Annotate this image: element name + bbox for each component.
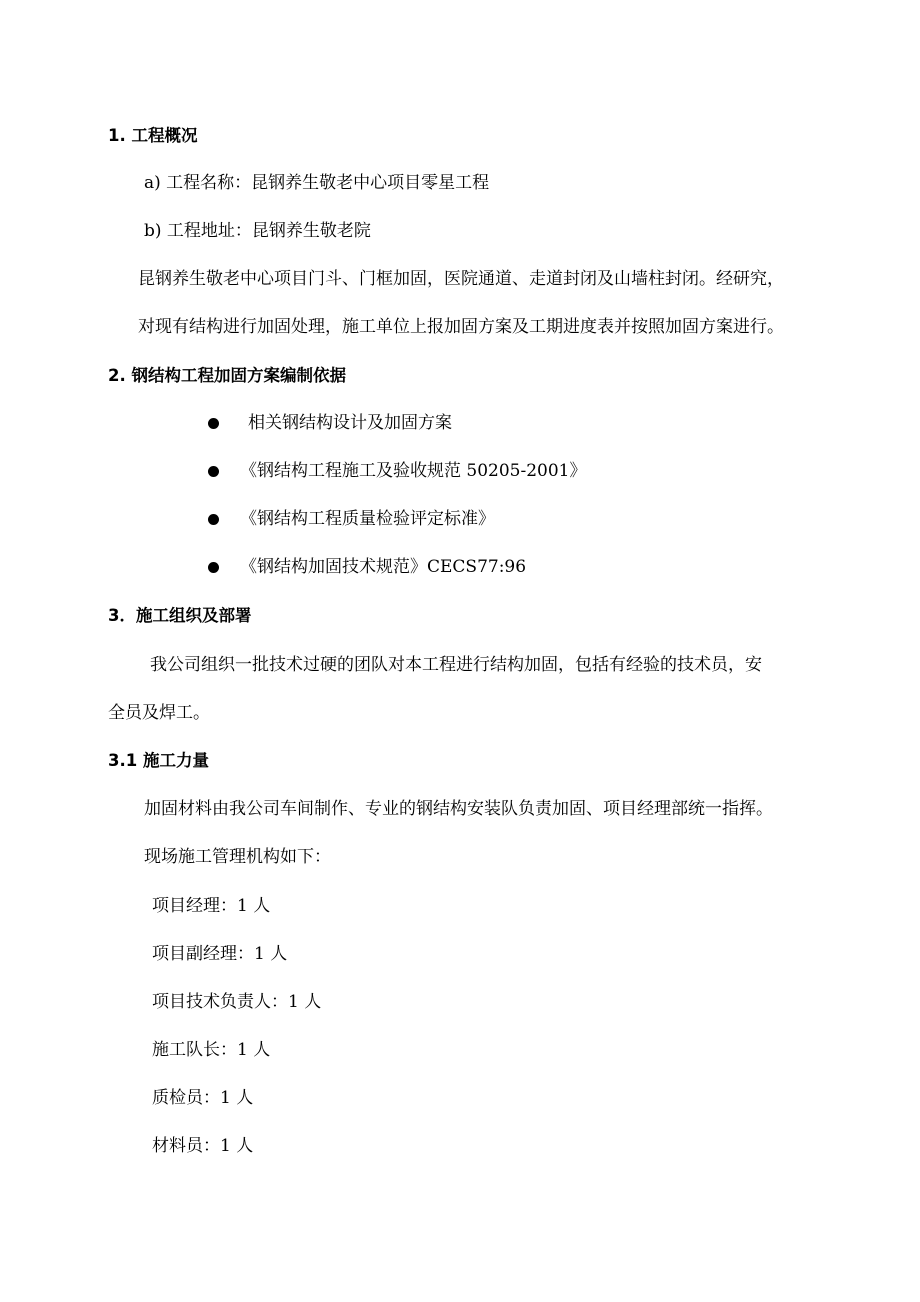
- section-3-1-heading: 3.1 施工力量: [108, 751, 209, 770]
- bullet-dot: [208, 466, 219, 477]
- section-3-paragraph-line-2: 全员及焊工。: [108, 703, 210, 723]
- section-3-1-paragraph: 加固材料由我公司车间制作、专业的钢结构安装队负责加固、项目经理部统一指挥。: [144, 799, 773, 819]
- staff-item: 材料员：1 人: [152, 1136, 254, 1156]
- basis-list-item: 《钢结构加固技术规范》CECS77:96: [240, 557, 527, 577]
- section-2-heading: 2. 钢结构工程加固方案编制依据: [108, 366, 346, 385]
- staff-item: 项目经理：1 人: [152, 896, 271, 916]
- staff-item: 项目技术负责人：1 人: [152, 992, 322, 1012]
- staff-item: 施工队长：1 人: [152, 1040, 271, 1060]
- section-3-heading: 3．施工组织及部署: [108, 606, 252, 625]
- staff-item: 项目副经理：1 人: [152, 944, 288, 964]
- staff-item: 质检员：1 人: [152, 1088, 254, 1108]
- basis-list-item: 《钢结构工程施工及验收规范 50205-2001》: [240, 461, 587, 481]
- bullet-dot: [208, 562, 219, 573]
- section-1-paragraph-line-1: 昆钢养生敬老中心项目门斗、门框加固，医院通道、走道封闭及山墙柱封闭。经研究，: [138, 269, 784, 289]
- section-3-paragraph-line-1: 我公司组织一批技术过硬的团队对本工程进行结构加固，包括有经验的技术员，安: [150, 655, 762, 675]
- section-1-heading: 1. 工程概况: [108, 126, 198, 145]
- basis-list-item: 相关钢结构设计及加固方案: [248, 413, 452, 433]
- project-address-item: b) 工程地址：昆钢养生敬老院: [144, 221, 371, 241]
- bullet-dot: [208, 514, 219, 525]
- staff-intro: 现场施工管理机构如下：: [144, 847, 331, 867]
- section-1-paragraph-line-2: 对现有结构进行加固处理，施工单位上报加固方案及工期进度表并按照加固方案进行。: [138, 317, 784, 337]
- project-name-item: a) 工程名称：昆钢养生敬老中心项目零星工程: [144, 173, 490, 193]
- basis-list-item: 《钢结构工程质量检验评定标准》: [240, 509, 495, 529]
- bullet-dot: [208, 418, 219, 429]
